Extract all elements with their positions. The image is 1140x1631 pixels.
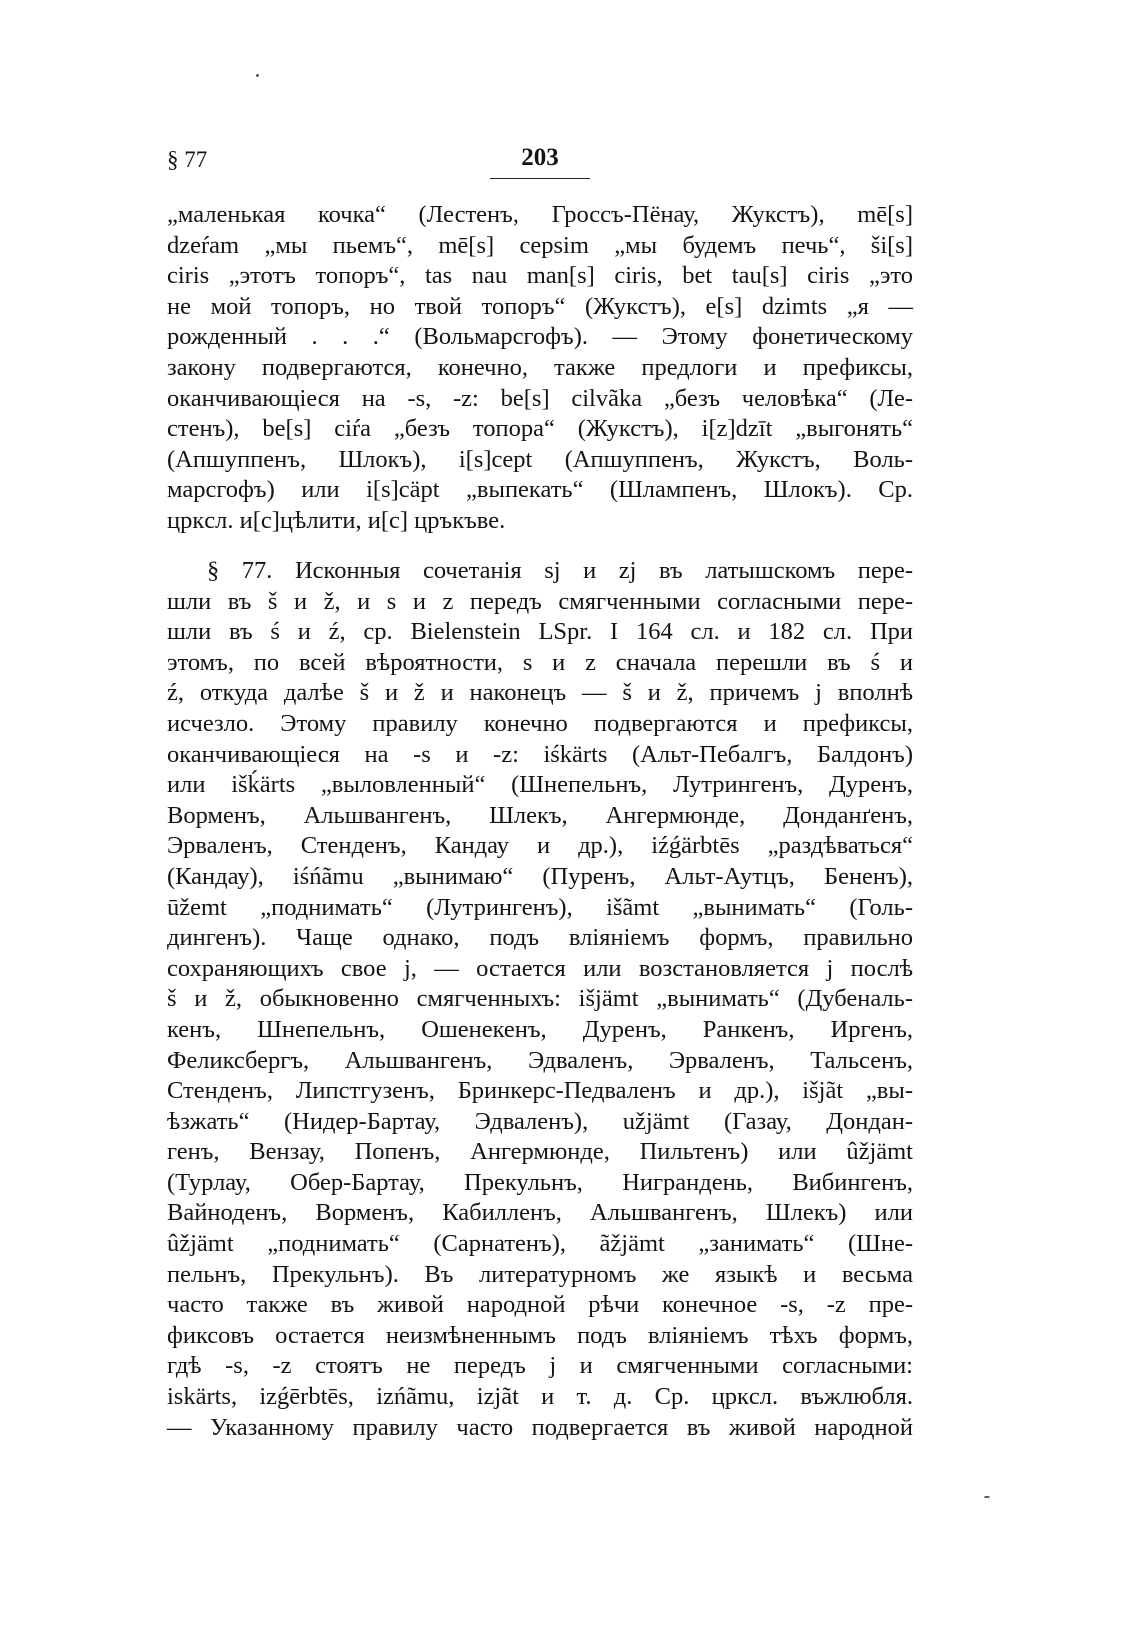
text-line: сохраняющихъ свое j, — остается или возстановляется j послѣ	[167, 954, 913, 982]
text-line: закону подвергаются, конечно, также предлоги и префиксы,	[167, 353, 913, 381]
text-line: (Кандау), iśńãmu „вынимаю“ (Пуренъ, Альт-Аутцъ, Бененъ),	[167, 862, 913, 890]
text-line: рожденный . . .“ (Вольмарсгофъ). — Этому фонетическому	[167, 323, 913, 351]
text-line: фиксовъ остается неизмѣненнымъ подъ вліяніемъ тѣхъ формъ,	[167, 1321, 913, 1349]
text-line: кенъ, Шнепельнъ, Ошенекенъ, Дуренъ, Ранкенъ, Иргенъ,	[167, 1015, 913, 1043]
text-line: š и ž, обыкновенно смягченныхъ: išjämt „вынимать“ (Дубеналь-	[167, 985, 913, 1013]
text-line: ѣзжать“ (Нидер-Бартау, Эдваленъ), užjämt (Газау, Дондан-	[167, 1107, 913, 1135]
text-line: стенъ), be[s] ciŕa „безъ топора“ (Жукстъ), i[z]dzīt „выгонять“	[167, 415, 913, 443]
text-line: (Апшуппенъ, Шлокъ), i[s]cept (Апшуппенъ, Жукстъ, Воль-	[167, 445, 913, 473]
text-line: ûžjämt „поднимать“ (Сарнатенъ), ãžjämt „занимать“ (Шне-	[167, 1230, 913, 1258]
text-line: шли въ š и ž, и s и z передъ смягченными согласными пере-	[167, 587, 913, 615]
text-line: гдѣ -s, -z стоятъ не передъ j и смягченными согласными:	[167, 1352, 913, 1380]
section-reference: § 77	[167, 147, 208, 172]
print-speck	[256, 74, 259, 77]
text-line: Эрваленъ, Стенденъ, Кандау и др.), iźǵärbtēs „раздѣваться“	[167, 832, 913, 860]
page-number: 203	[521, 144, 559, 171]
paragraph-continued	[167, 200, 913, 537]
text-line: дингенъ). Чаще однако, подъ вліяніемъ формъ, правильно	[167, 924, 913, 952]
running-header	[167, 144, 913, 181]
text-line: цркcл. и[с]цѣлити, и[с] цръкъве.	[167, 506, 506, 534]
text-line: — Указанному правилу часто подвергается въ живой народной	[167, 1413, 913, 1441]
text-line: ciris „этотъ топоръ“, tas nau man[s] ciris, bet tau[s] ciris „это	[167, 262, 913, 290]
text-line: Стенденъ, Липстгузенъ, Бринкерс-Педваленъ и др.), išjãt „вы-	[167, 1077, 913, 1105]
text-line: часто также въ живой народной рѣчи конечное -s, -z пре-	[167, 1291, 913, 1319]
page-number-rule	[490, 178, 590, 179]
text-line: iskärts, izǵērbtēs, izńãmu, izjãt и т. д. Ср. цркcл. въжлюбля.	[167, 1383, 913, 1411]
text-line: оканчивающіеся на -s, -z: be[s] cilvãka „безъ человѣка“ (Ле-	[167, 384, 913, 412]
text-line: Вайноденъ, Ворменъ, Кабилленъ, Альшвангенъ, Шлекъ) или	[167, 1199, 913, 1227]
text-line: генъ, Вензау, Попенъ, Ангермюнде, Пильтенъ) или ûžjämt	[167, 1138, 913, 1166]
text-line: исчезло. Этому правилу конечно подвергаются и префиксы,	[167, 709, 913, 737]
text-line: dzeŕam „мы пьемъ“, mē[s] cepsim „мы будемъ печь“, ši[s]	[167, 231, 913, 259]
text-line: шли въ ś и ź, ср. Bielenstein LSpr. I 164 сл. и 182 сл. При	[167, 618, 913, 646]
text-line: или išḱärts „выловленный“ (Шнепельнъ, Лутрингенъ, Дуренъ,	[167, 771, 913, 799]
text-line: оканчивающіеся на -s и -z: iśkärts (Альт-Пебалгъ, Балдонъ)	[167, 740, 913, 768]
text-line: § 77. Исконныя сочетанія sj и zj въ латышскомъ пере-	[207, 557, 913, 584]
text-line: не мой топоръ, но твой топоръ“ (Жукстъ), e[s] dzimts „я —	[167, 292, 913, 320]
text-line: ūžemt „поднимать“ (Лутрингенъ), išãmt „вынимать“ (Голь-	[167, 893, 913, 921]
text-line: ź, откуда далѣе š и ž и наконецъ — š и ž, причемъ j вполнѣ	[167, 679, 913, 707]
text-line: (Турлау, Обер-Бартау, Прекульнъ, Ниграндень, Вибингенъ,	[167, 1168, 913, 1196]
text-line: Ворменъ, Альшвангенъ, Шлекъ, Ангермюнде, Донданґенъ,	[167, 801, 913, 829]
text-line: Феликсбергъ, Альшвангенъ, Эдваленъ, Эрваленъ, Тальсенъ,	[167, 1046, 913, 1074]
text-line: этомъ, по всей вѣроятности, s и z сначала перешли въ ś и	[167, 648, 913, 676]
text-line: пельнъ, Прекульнъ). Въ литературномъ же языкѣ и весьма	[167, 1260, 913, 1288]
text-line: „маленькая кочка“ (Лестенъ, Гроссъ-Пёнау, Жукстъ), mē[s]	[167, 201, 913, 228]
paragraph-section-77	[167, 556, 913, 1443]
text-line: марсгофъ) или i[s]cäpt „выпекать“ (Шлампенъ, Шлокъ). Ср.	[167, 476, 913, 504]
print-speck	[984, 1496, 990, 1498]
